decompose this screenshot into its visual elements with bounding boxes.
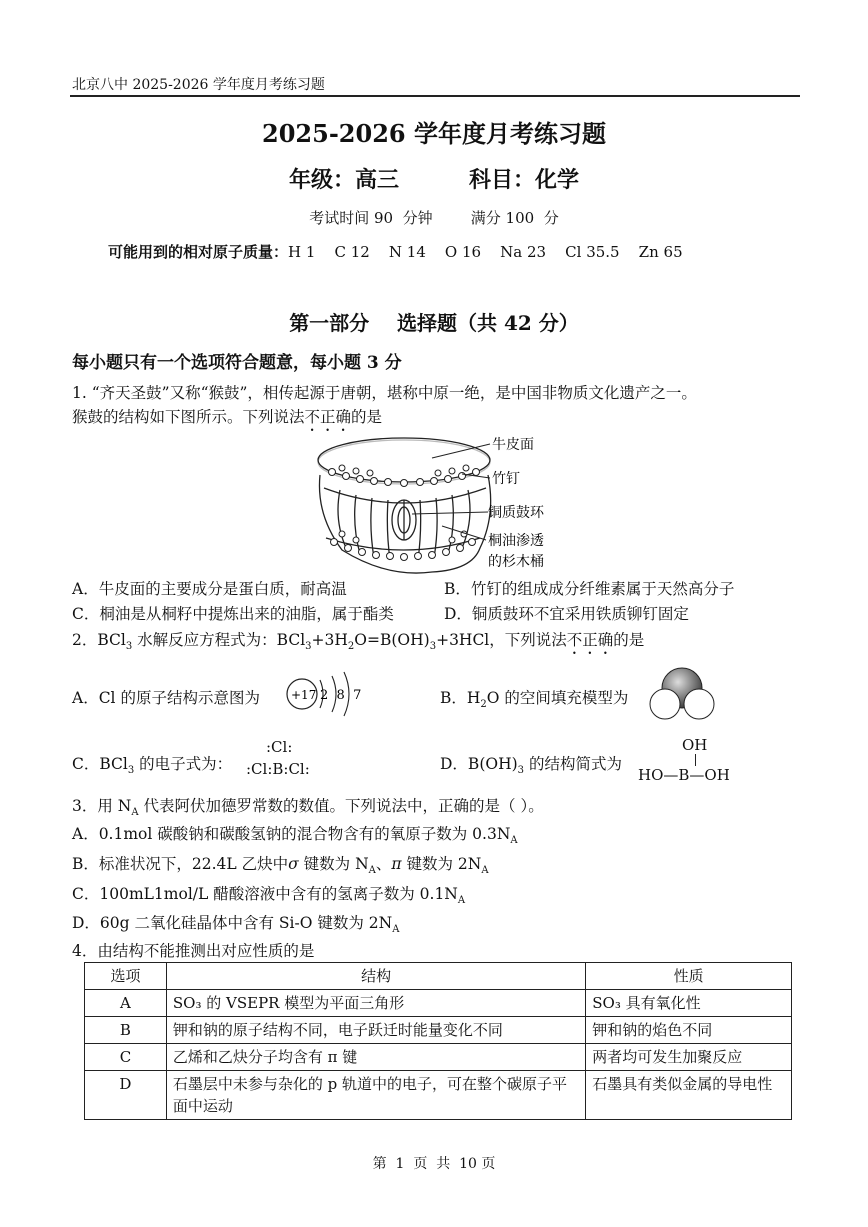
q2-c-text: C．BCl (72, 755, 128, 773)
h2o-space-filling-model (648, 666, 716, 724)
q2-emphasis: 不正确 (566, 631, 614, 649)
cl-shell-electrons: 2 8 7 (320, 688, 362, 703)
table-row (85, 990, 792, 1017)
label-cowhide: 牛皮面 (492, 437, 534, 453)
q3-stem-a: 3．用 N (72, 797, 132, 815)
row-option: D (85, 1071, 167, 1120)
table-row (85, 1044, 792, 1071)
q3-option-c (72, 882, 465, 906)
boh3-bond (695, 754, 696, 766)
cl-atom-diagram (282, 668, 372, 722)
q2-c-tail: 的电子式为： (134, 755, 233, 773)
q4-stem: 4．由结构不能推测出对应性质的是 (72, 942, 315, 960)
page-header: 北京八中 2025-2026 学年度月考练习题 (72, 77, 325, 93)
grade-subject-line (0, 163, 868, 194)
header-rule (70, 95, 800, 97)
q1-stem-line1: 1. “齐天圣鼓”又称“猴鼓”，相传起源于唐朝，堪称中原一绝，是中国非物质文化遗产之一。 (72, 384, 697, 402)
bcl3-electron-mid: :Cl:B:Cl: (246, 760, 310, 778)
table-row (85, 1017, 792, 1044)
row-structure: 乙烯和乙炔分子均含有 π 键 (166, 1044, 585, 1071)
row-option: B (85, 1017, 167, 1044)
q1-option-c: C．桐油是从桐籽中提炼出来的油脂，属于酯类 (72, 605, 394, 623)
cl-nucleus-charge: +17 (291, 688, 317, 702)
q3-d-sub: A (392, 924, 400, 936)
q3-stem-sub: A (131, 807, 139, 819)
q2-stem-1: 2．BCl (72, 631, 126, 649)
q2-stem-3: +3H (311, 631, 348, 649)
q1-option-b: B．竹钉的组成成分纤维素属于天然高分子 (444, 580, 735, 598)
label-barrel-2: 的杉木桶 (488, 554, 544, 570)
grade-label: 年级：高三 (288, 167, 399, 193)
q3-option-b (72, 852, 489, 876)
row-structure: SO₃ 的 VSEPR 模型为平面三角形 (166, 990, 585, 1017)
q3-option-d (72, 911, 399, 935)
q2-option-a: A．Cl 的原子结构示意图为 (72, 689, 260, 707)
boh3-row: HO—B—OH (638, 766, 730, 784)
q3-b-1: B．标准状况下，22.4L 乙炔中 (72, 855, 289, 873)
label-bamboo-nail: 竹钉 (492, 471, 520, 487)
q2-d-tail: 的结构简式为 (524, 755, 622, 773)
q3-option-a (72, 822, 518, 846)
row-property: 石墨具有类似金属的导电性 (586, 1071, 792, 1120)
q3-b-4: 键数为 2N (401, 855, 482, 873)
q2-b-text: B．H (440, 689, 481, 707)
q3-b-sub1: A (368, 865, 376, 877)
row-property: SO₃ 具有氧化性 (586, 990, 792, 1017)
q3-c-text: C．100mL1mol/L 醋酸溶液中含有的氢离子数为 0.1N (72, 885, 458, 903)
page-footer: 第 1 页 共 10 页 (372, 1156, 496, 1172)
atomic-mass-line (108, 241, 683, 262)
q3-a-sub: A (510, 835, 518, 847)
label-copper-ring: 铜质鼓环 (488, 505, 544, 521)
q2-option-c: C．BCl$_3$ 的电子式为： (72, 755, 233, 777)
q1-option-a: A．牛皮面的主要成分是蛋白质，耐高温 (72, 580, 347, 598)
row-structure: 石墨层中未参与杂化的 p 轨道中的电子，可在整个碳原子平面中运动 (166, 1071, 585, 1120)
q1-option-d: D．铜质鼓环不宜采用铁质铆钉固定 (444, 605, 689, 623)
q2-d-text: D．B(OH) (440, 755, 518, 773)
q3-c-sub: A (457, 895, 466, 907)
exam-time-info: 考试时间 90 分钟 满分 100 分 (309, 209, 559, 227)
atomic-mass-label: 可能用到的相对原子质量： (108, 243, 289, 261)
q1-stem-tail: 的是 (351, 408, 383, 426)
q1-stem-text: 猴鼓的结构如下图所示。下列说法 (72, 408, 305, 426)
row-property: 两者均可发生加聚反应 (586, 1044, 792, 1071)
table-header-row (85, 963, 792, 990)
subject-label: 科目：化学 (469, 167, 580, 193)
sigma-symbol: σ (288, 855, 299, 873)
row-property: 钾和钠的焰色不同 (586, 1017, 792, 1044)
instruction: 每小题只有一个选项符合题意，每小题 3 分 (72, 353, 402, 373)
header-structure: 结构 (166, 963, 585, 990)
q2-stem-6: 的是 (613, 631, 645, 649)
q2-option-d: D．$B(OH)_3$ 的结构简式为 (440, 755, 622, 777)
q3-a-text: A．0.1mol 碳酸钠和碳酸氢钠的混合物含有的氧原子数为 0.3N (72, 825, 511, 843)
header-option: 选项 (85, 963, 167, 990)
q3-b-2: 键数为 N (298, 855, 369, 873)
q2-stem: 2．BCl$_3$ 水解反应方程式为：$BCl_3+3H_2O=B(OH)_3+3HCl$，下列说法不正确的是 (72, 631, 645, 653)
q3-stem-b: 代表阿伏加德罗常数的数值。下列说法中，正确的是（ ）。 (138, 797, 544, 815)
table-row (85, 1071, 792, 1120)
q3-b-3: 、 (375, 855, 392, 873)
q2-stem-4: O=B(OH) (354, 631, 430, 649)
q3-d-text: D．60g 二氧化硅晶体中含有 Si-O 键数为 2N (72, 914, 393, 932)
part-title: 第一部分 选择题（共 42 分） (289, 311, 579, 335)
q2-stem-5: +3HCl，下列说法 (436, 631, 567, 649)
q3-b-sub2: A (481, 865, 489, 877)
row-option: C (85, 1044, 167, 1071)
header-property: 性质 (586, 963, 792, 990)
boh3-oh-top: OH (682, 736, 708, 754)
q1-emphasis: 不正确 (304, 408, 352, 426)
row-option: A (85, 990, 167, 1017)
atomic-mass-values: H 1 C 12 N 14 O 16 Na 23 Cl 35.5 Zn 65 (288, 243, 683, 261)
label-barrel-1: 桐油渗透 (488, 533, 544, 549)
bcl3-electron-top: :Cl: (266, 738, 293, 756)
q2-b-tail: O 的空间填充模型为 (486, 689, 629, 707)
q4-table (84, 962, 792, 1120)
drum-figure (312, 430, 592, 578)
q3-stem (72, 794, 544, 818)
q2-option-b: B．$H_2O$ 的空间填充模型为 (440, 689, 629, 711)
row-structure: 钾和钠的原子结构不同，电子跃迁时能量变化不同 (166, 1017, 585, 1044)
pi-symbol: π (391, 855, 402, 873)
q2-stem-2: 水解反应方程式为：BCl (132, 631, 306, 649)
exam-title: 2025-2026 学年度月考练习题 (262, 119, 606, 148)
